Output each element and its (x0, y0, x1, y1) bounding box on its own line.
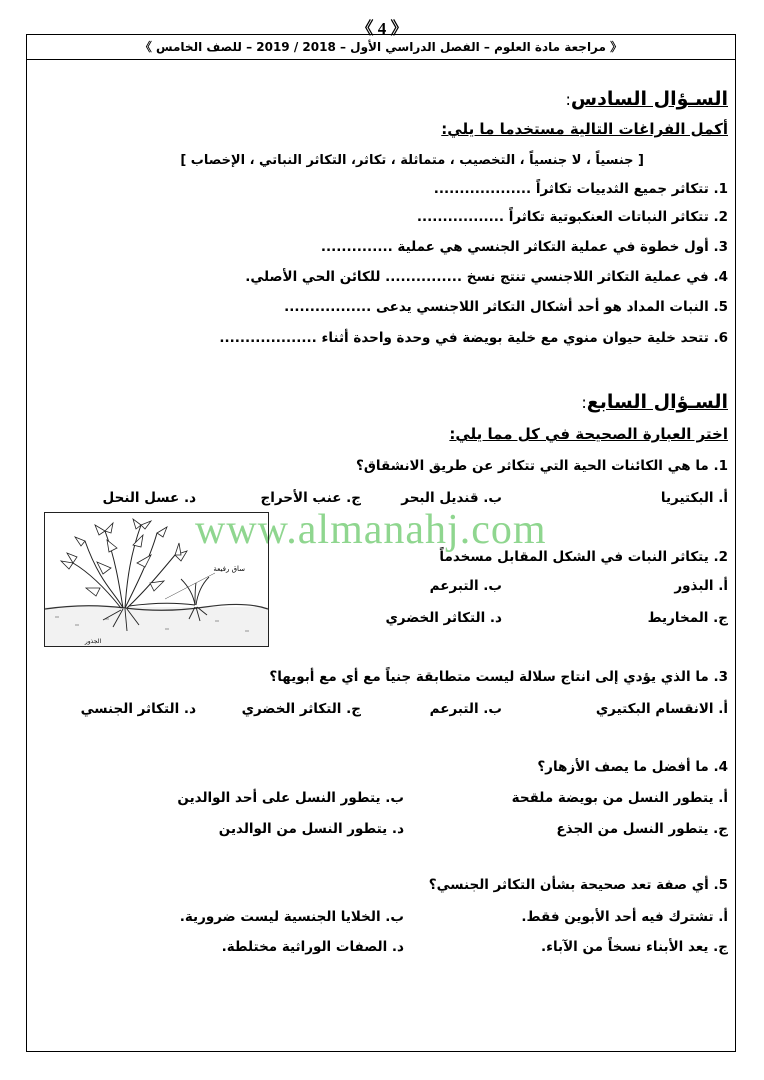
figure-label-roots: الجذور (84, 638, 102, 645)
page-header: 《 مراجعة مادة العلوم – الفصل الدراسي الأول – 2018 / 2019 – للصف الخامس 》 (27, 35, 735, 60)
q7-q5-option-a: أ. تشترك فيه أحد الأبوين فقط. (521, 909, 728, 925)
q7-question-5: 5. أي صفة تعد صحيحة بشأن التكاثر الجنسي؟ (428, 877, 728, 893)
q7-q5-option-c: ج. يعد الأبناء نسخاً من الآباء. (540, 939, 728, 955)
q6-item-6: 6. تتحد خلية حيوان منوي مع خلية بويضة في وحدة واحدة أثناء ................... (219, 330, 728, 346)
q6-title-colon: : (565, 90, 571, 109)
q6-instruction: أكمل الفراغات التالية مستخدما ما يلي: (441, 120, 728, 138)
q6-item-5: 5. النبات المداد هو أحد أشكال التكاثر اللاجنسي يدعى ................. (284, 299, 728, 315)
q7-q2-option-d: د. التكاثر الخضري (385, 610, 502, 626)
q7-q3-option-d: د. التكاثر الجنسي (80, 701, 196, 717)
q7-title-colon: : (581, 393, 587, 412)
q7-question-1: 1. ما هي الكائنات الحية التي تتكاثر عن طريق الانشقاق؟ (356, 458, 728, 474)
plant-illustration (45, 513, 268, 646)
q7-q5-option-d: د. الصفات الوراثية مختلطة. (221, 939, 404, 955)
figure-label-stem: ساق رفيعة (213, 565, 245, 573)
q7-instruction: اختر العبارة الصحيحة في كل مما يلي: (449, 425, 728, 443)
q7-question-4: 4. ما أفضل ما يصف الأزهار؟ (537, 759, 728, 775)
q7-q1-option-a: أ. البكتيريا (660, 490, 728, 506)
q7-title (581, 391, 728, 413)
q7-q2-option-a: أ. البذور (674, 578, 728, 594)
q7-q1-option-b: ب. قنديل البحر (401, 490, 502, 506)
q6-word-bank: [ جنسياً ، لا جنسياً ، التخصيب ، متماثلة ، تكاثر، التكاثر النباتي ، الإخصاب ] (180, 153, 644, 168)
q7-question-2: 2. يتكاثر النبات في الشكل المقابل مسخدماً (439, 549, 728, 565)
plant-figure (44, 512, 269, 647)
q7-q3-option-b: ب. التبرعم (429, 701, 502, 717)
q6-title-text: السـؤال السادس (570, 88, 728, 110)
watermark: www.almanahj.com (195, 507, 547, 553)
q7-q1-option-c: ج. عنب الأحراج (260, 490, 361, 506)
q6-item-4: 4. في عملية التكاثر اللاجنسي تنتج نسخ ............... للكائن الحي الأصلي. (245, 269, 728, 285)
q7-q3-option-c: ج. التكاثر الخضري (241, 701, 361, 717)
q7-q4-option-b: ب. يتطور النسل على أحد الوالدين (177, 790, 404, 806)
q7-q4-option-a: أ. يتطور النسل من بويضة ملقحة (511, 790, 728, 806)
q7-q3-option-a: أ. الانقسام البكتيري (595, 701, 728, 717)
q6-item-3: 3. أول خطوة في عملية التكاثر الجنسي هي عملية .............. (320, 239, 728, 255)
q7-q4-option-c: ج. يتطور النسل من الجذع (556, 821, 728, 837)
q6-title (566, 88, 728, 110)
q7-q4-option-d: د. يتطور النسل من الوالدين (218, 821, 404, 837)
q7-q1-option-d: د. عسل النحل (102, 490, 196, 506)
q7-q5-option-b: ب. الخلايا الجنسية ليست ضرورية. (179, 909, 404, 925)
q7-q2-option-b: ب. التبرعم (429, 578, 502, 594)
q6-item-1: 1. تتكاثر جميع الثدييات تكاثراً ................... (433, 181, 728, 197)
q7-question-3: 3. ما الذي يؤدي إلى انتاج سلالة ليست متطابقة جنياً مع أي مع أبويها؟ (269, 669, 728, 685)
page-number: 《 4 》 (356, 19, 408, 38)
q7-q2-option-c: ج. المخاريط (647, 610, 728, 626)
q7-title-text: السـؤال السابع (586, 391, 728, 413)
q6-item-2: 2. تتكاثر النباتات العنكبوتية تكاثراً ................. (416, 209, 728, 225)
